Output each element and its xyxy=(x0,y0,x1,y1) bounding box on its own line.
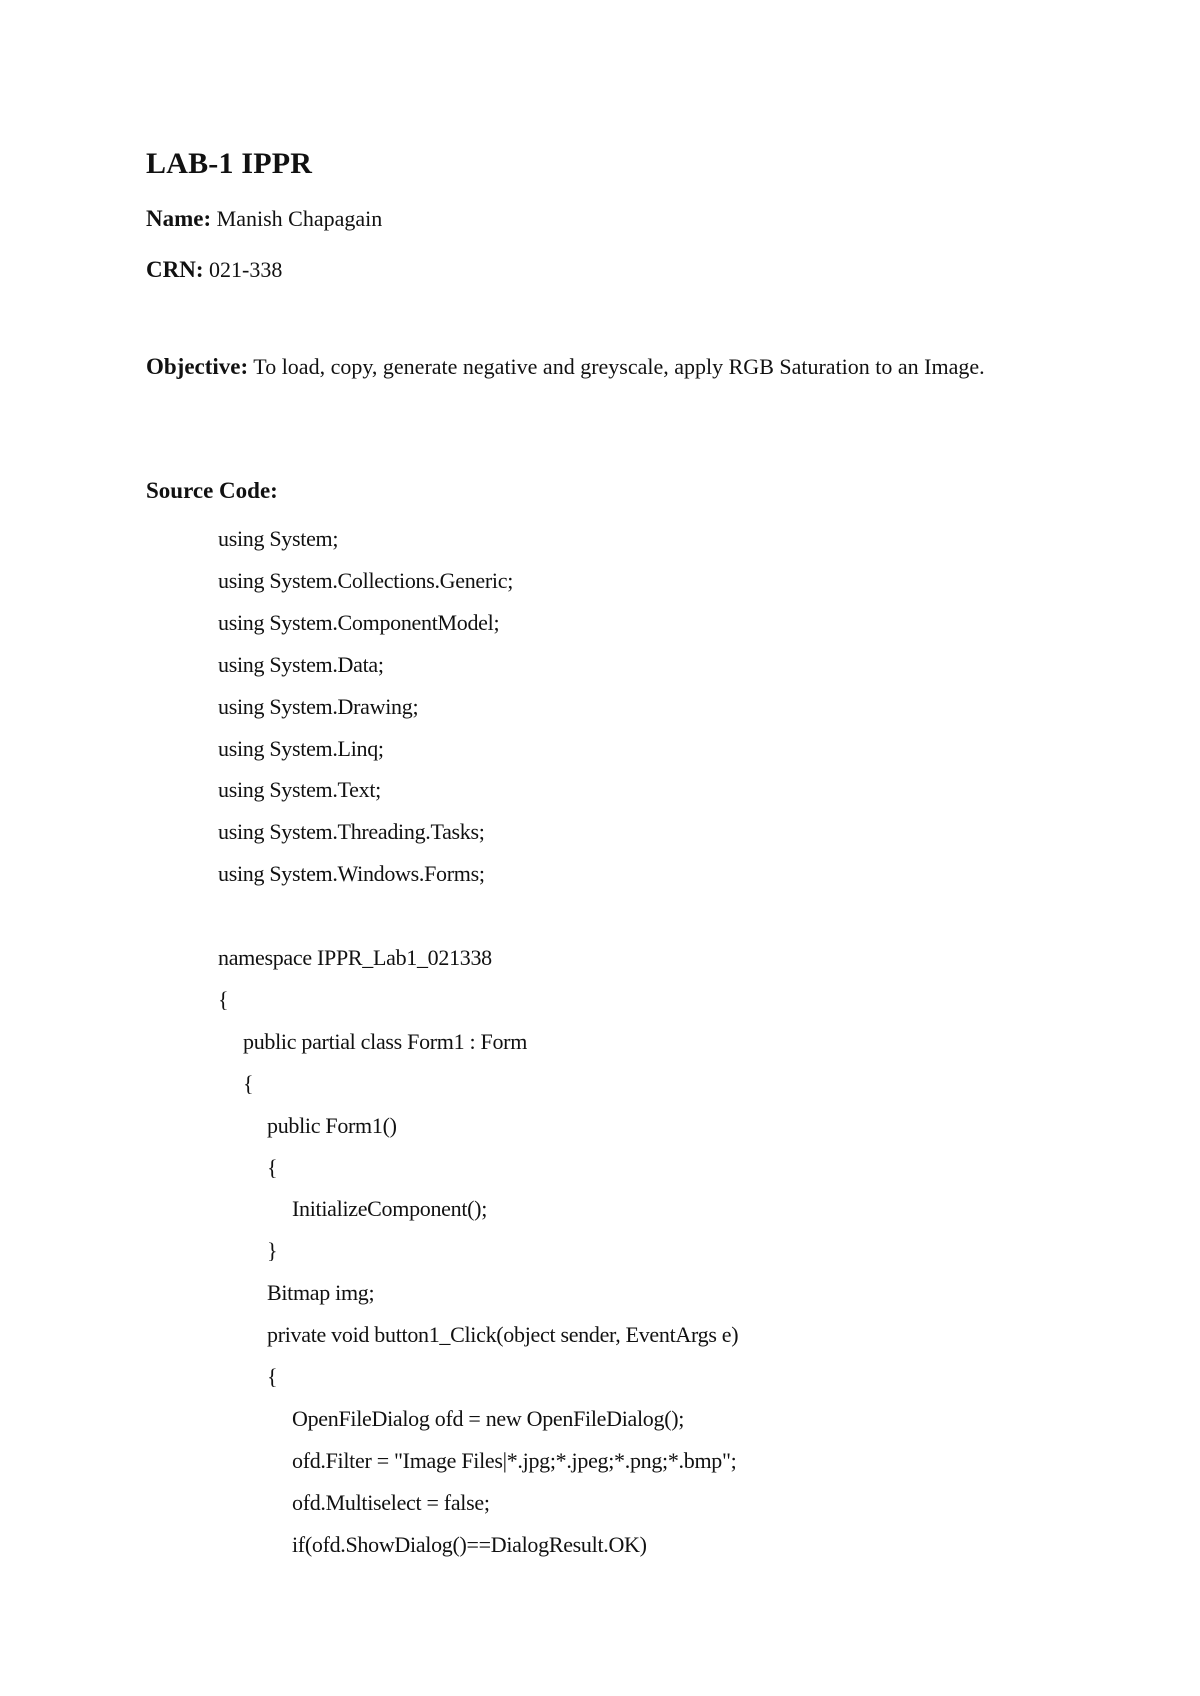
code-line: using System.Collections.Generic; xyxy=(218,568,514,593)
code-line: { xyxy=(267,1155,278,1180)
name-value: Manish Chapagain xyxy=(216,206,383,231)
code-line: private void button1_Click(object sender, EventArgs e) xyxy=(267,1322,739,1347)
page-title: LAB-1 IPPR xyxy=(146,147,313,180)
code-line: { xyxy=(267,1364,278,1389)
code-line: using System.Text; xyxy=(218,777,381,802)
code-line: using System.Data; xyxy=(218,652,384,677)
code-line: { xyxy=(218,987,229,1012)
code-line: using System.Drawing; xyxy=(218,694,419,719)
code-line: public Form1() xyxy=(267,1113,397,1138)
code-line: using System.ComponentModel; xyxy=(218,610,500,635)
code-line: namespace IPPR_Lab1_021338 xyxy=(218,945,492,970)
code-line: using System; xyxy=(218,526,339,551)
code-line: public partial class Form1 : Form xyxy=(243,1029,528,1054)
code-line: ofd.Filter = "Image Files|*.jpg;*.jpeg;*.png;*.bmp"; xyxy=(292,1448,737,1473)
name-label: Name: xyxy=(146,206,212,231)
code-line: } xyxy=(267,1238,278,1263)
code-line: using System.Threading.Tasks; xyxy=(218,819,485,844)
code-line: InitializeComponent(); xyxy=(292,1196,488,1221)
name-field xyxy=(146,205,382,233)
code-line: using System.Windows.Forms; xyxy=(218,861,485,886)
code-line: OpenFileDialog ofd = new OpenFileDialog(); xyxy=(292,1406,685,1431)
code-line: { xyxy=(243,1071,254,1096)
crn-field xyxy=(146,256,282,284)
code-line: using System.Linq; xyxy=(218,736,384,761)
code-line: if(ofd.ShowDialog()==DialogResult.OK) xyxy=(292,1532,647,1557)
code-line: Bitmap img; xyxy=(267,1280,375,1305)
crn-label: CRN: xyxy=(146,257,204,282)
crn-value: 021-338 xyxy=(209,257,283,282)
source-code-heading: Source Code: xyxy=(146,478,278,503)
objective-label: Objective: xyxy=(146,354,249,379)
code-line: ofd.Multiselect = false; xyxy=(292,1490,490,1515)
objective-paragraph xyxy=(146,344,1060,390)
objective-text: To load, copy, generate negative and greyscale, apply RGB Saturation to an Image. xyxy=(253,354,985,379)
